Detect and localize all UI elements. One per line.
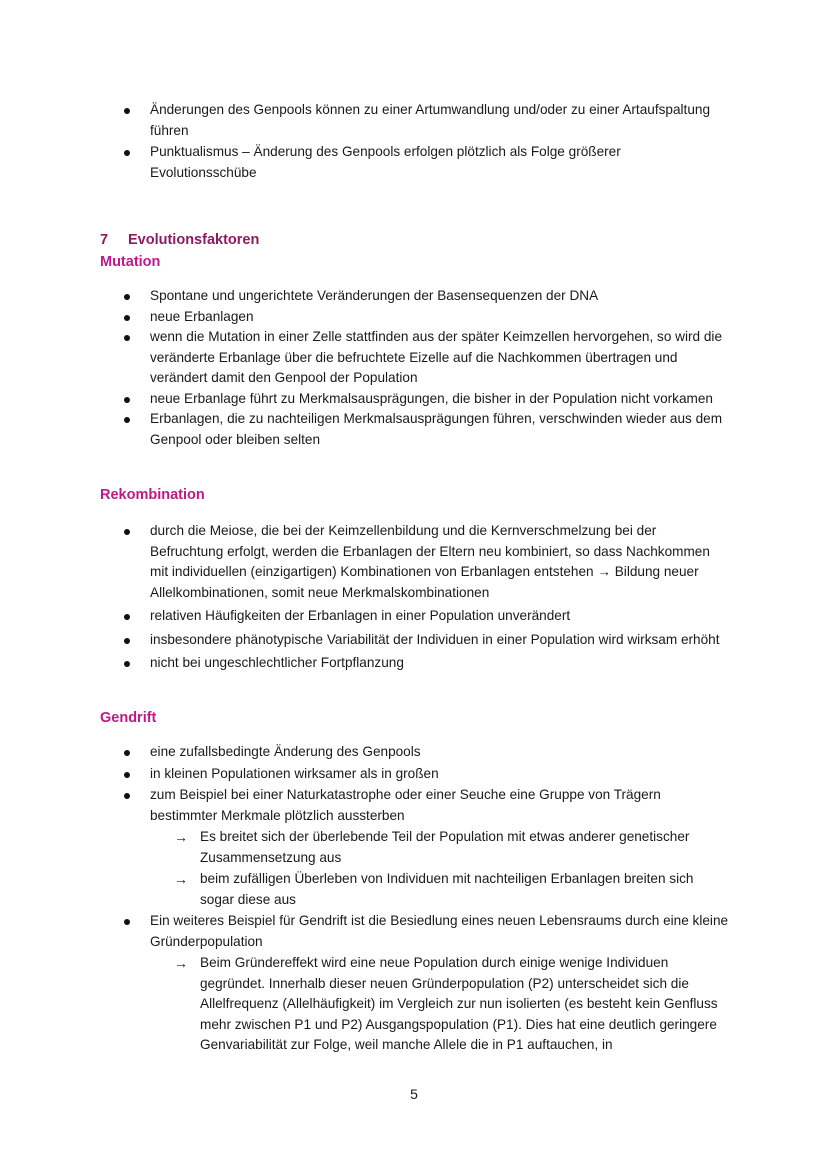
- bullet-text: zum Beispiel bei einer Naturkatastrophe oder einer Seuche eine Gruppe von Trägern bestimmter Merkmale plötzlich aussterben: [150, 787, 661, 823]
- bullet-text: in kleinen Populationen wirksamer als in großen: [150, 765, 439, 781]
- bullet-icon: [124, 614, 130, 620]
- list-item: [0, 327, 730, 389]
- arrow-text: beim zufälligen Überleben von Individuen mit nachteiligen Erbanlagen breiten sich sogar diese aus: [200, 871, 694, 907]
- bullet-icon: [124, 150, 130, 156]
- list-item: [0, 911, 730, 952]
- bullet-text: Änderungen des Genpools können zu einer Artumwandlung und/oder zu einer Artaufspaltung führen: [150, 102, 710, 138]
- bullet-icon: [124, 638, 130, 644]
- list-item: [0, 142, 730, 183]
- arrow-text: Es breitet sich der überlebende Teil der Population mit etwas anderer genetischer Zusammensetzung aus: [200, 829, 690, 865]
- arrow-sub-item: [0, 953, 730, 1056]
- list-item: [0, 286, 730, 307]
- list-item: [0, 764, 730, 785]
- arrow-right-icon: →: [174, 829, 188, 845]
- bullet-icon: [124, 335, 130, 341]
- chapter-heading: [100, 232, 259, 248]
- bullet-text: neue Erbanlage führt zu Merkmalsausprägungen, die bisher in der Population nicht vorkamen: [150, 390, 713, 406]
- list-item: [0, 785, 730, 826]
- arrow-sub-item: [0, 827, 730, 868]
- intro-bullet-list: [0, 100, 730, 183]
- bullet-icon: [124, 108, 130, 114]
- bullet-text: neue Erbanlagen: [150, 308, 254, 324]
- arrow-text: Beim Gründereffekt wird eine neue Population durch einige wenige Individuen gegründet. Innerhalb dieser neuen Gründerpopulation (P2) unterscheidet sich die Allelfrequenz (Allelhäufigkeit) im Vergleich zur nun isolierten (es besteht kein Genfluss mehr zwischen P1 und P2) Ausgangspopulation (P1). Dies hat eine deutlich geringere Genvariabilität zur Folge, weil manche Allele die in P1 auftauchen, in: [200, 955, 718, 1052]
- bullet-text: Punktualismus – Änderung des Genpools erfolgen plötzlich als Folge größerer Evolutionsschübe: [150, 144, 621, 180]
- list-item: [0, 100, 730, 141]
- mutation-bullet-list: [0, 286, 730, 450]
- bullet-text: durch die Meiose, die bei der Keimzellenbildung und die Kernverschmelzung bei der Befruchtung erfolgt, werden die Erbanlagen der Eltern neu kombiniert, so dass Nachkommen mit individuellen (einzigartigen) Kombinationen von Erbanlagen entstehen → Bildung neuer Allelkombinationen, somit neue Merkmalskombinationen: [150, 523, 710, 600]
- list-item: [0, 606, 730, 627]
- page-number: 5: [410, 1086, 418, 1102]
- bullet-text: insbesondere phänotypische Variabilität der Individuen in einer Population wird wirksam erhöht: [150, 631, 720, 647]
- arrow-right-icon: →: [174, 871, 188, 887]
- chapter-title: Evolutionsfaktoren: [128, 232, 260, 248]
- list-item: [0, 742, 730, 763]
- section-heading-gendrift: Gendrift: [100, 710, 157, 726]
- section-heading-mutation: Mutation: [100, 254, 161, 270]
- bullet-icon: [124, 294, 130, 300]
- list-item: [0, 389, 730, 410]
- chapter-number: 7: [100, 232, 109, 248]
- gendrift-bullet-list: [0, 742, 730, 1056]
- bullet-icon: [124, 793, 130, 799]
- bullet-text: relativen Häufigkeiten der Erbanlagen in einer Population unverändert: [150, 608, 571, 623]
- arrow-sub-item: [0, 869, 730, 910]
- list-item: [0, 409, 730, 450]
- bullet-text: wenn die Mutation in einer Zelle stattfinden aus der später Keimzellen hervorgehen, so wird die veränderte Erbanlage über die befruchtete Eizelle auf die Nachkommen übertragen und verändert damit den Genpool der Population: [150, 329, 723, 385]
- bullet-text: Ein weiteres Beispiel für Gendrift ist die Besiedlung eines neuen Lebensraums durch eine kleine Gründerpopulation: [150, 913, 729, 949]
- bullet-icon: [124, 397, 130, 403]
- bullet-icon: [124, 315, 130, 321]
- bullet-icon: [124, 661, 130, 667]
- bullet-icon: [124, 750, 130, 756]
- bullet-icon: [124, 417, 130, 423]
- bullet-text: Erbanlagen, die zu nachteiligen Merkmalsausprägungen führen, verschwinden wieder aus dem Genpool oder bleiben selten: [150, 411, 723, 447]
- section-heading-rekombination: Rekombination: [100, 487, 205, 503]
- bullet-icon: [124, 529, 130, 535]
- list-item: [0, 653, 730, 674]
- list-item: [0, 521, 730, 603]
- list-item: [0, 307, 730, 328]
- bullet-text: Spontane und ungerichtete Veränderungen der Basensequenzen der DNA: [150, 288, 599, 303]
- arrow-right-icon: →: [174, 955, 188, 971]
- bullet-text: eine zufallsbedingte Änderung des Genpools: [150, 744, 421, 759]
- bullet-icon: [124, 772, 130, 778]
- list-item: [0, 630, 730, 651]
- rekombination-bullet-list: [0, 521, 730, 674]
- bullet-icon: [124, 919, 130, 925]
- bullet-text: nicht bei ungeschlechtlicher Fortpflanzung: [150, 655, 404, 670]
